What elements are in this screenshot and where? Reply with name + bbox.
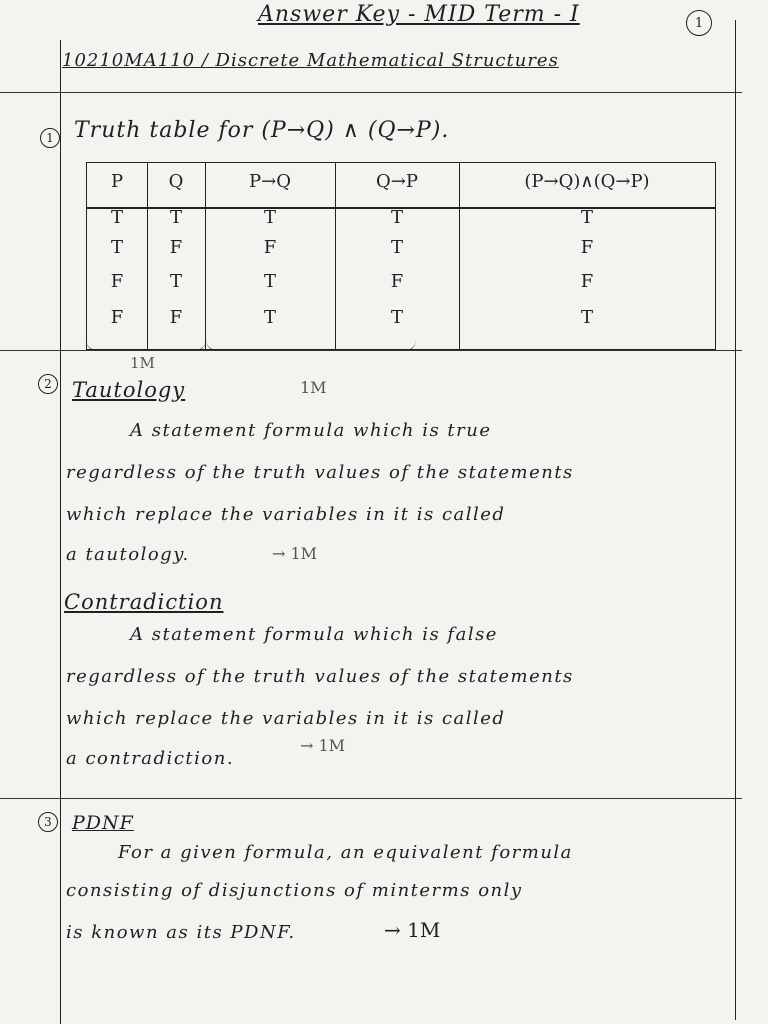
table-cell: T (390, 307, 403, 328)
tautology-line-2: regardless of the truth values of the statements (66, 462, 574, 483)
truth-table (86, 162, 716, 350)
page-number: 1 (686, 10, 712, 36)
table-cell: F (580, 271, 594, 292)
table-cell: T (169, 207, 182, 228)
tautology-mark: → 1M (272, 544, 318, 563)
table-cell: T (263, 307, 276, 328)
tautology-heading: Tautology (72, 378, 186, 402)
pdnf-line-2: consisting of disjunctions of minterms only (66, 880, 523, 901)
tautology-line-4: a tautology. (66, 544, 190, 565)
mark-1m-right: 1M (300, 378, 327, 397)
contradiction-line-1: A statement formula which is false (130, 624, 498, 645)
table-header-cell: Q (168, 171, 184, 192)
contradiction-heading: Contradiction (64, 590, 224, 614)
table-cell: F (580, 237, 594, 258)
left-margin-line (60, 40, 61, 1024)
question-1-number: 1 (40, 128, 60, 148)
mark-1m-left: 1M (130, 354, 155, 372)
pdnf-heading: PDNF (72, 812, 134, 834)
q2-divider (0, 798, 742, 799)
right-margin-line (735, 20, 736, 1020)
table-cell: F (390, 271, 404, 292)
q1-divider (0, 350, 742, 351)
table-cell: T (169, 271, 182, 292)
table-cell: F (169, 307, 183, 328)
tautology-line-3: which replace the variables in it is called (66, 504, 506, 525)
contradiction-line-3: which replace the variables in it is called (66, 708, 506, 729)
pdnf-line-3: is known as its PDNF. (66, 922, 296, 943)
header-divider (0, 92, 742, 93)
table-header-cell: (P→Q)∧(Q→P) (524, 171, 650, 192)
contradiction-mark: → 1M (300, 736, 346, 755)
question-1-title: Truth table for (P→Q) ∧ (Q→P). (74, 118, 450, 143)
table-header-cell: P→Q (249, 171, 291, 192)
table-cell: F (110, 271, 124, 292)
table-header-cell: Q→P (376, 171, 418, 192)
table-cell: T (263, 207, 276, 228)
table-cell: F (169, 237, 183, 258)
table-cell: F (110, 307, 124, 328)
table-cell: T (110, 207, 123, 228)
pdnf-line-1: For a given formula, an equivalent formula (118, 842, 573, 863)
header-title: Answer Key - MID Term - I (258, 2, 580, 27)
table-header-cell: P (110, 171, 124, 192)
table-cell: T (263, 271, 276, 292)
question-2-number: 2 (38, 374, 58, 394)
table-cell: T (390, 207, 403, 228)
pdnf-mark: → 1M (384, 918, 441, 942)
course-title: 10210MA110 / Discrete Mathematical Structures (62, 50, 559, 71)
table-cell: T (580, 307, 593, 328)
table-cell: T (580, 207, 593, 228)
table-cell: F (263, 237, 277, 258)
contradiction-line-2: regardless of the truth values of the statements (66, 666, 574, 687)
tautology-line-1: A statement formula which is true (130, 420, 492, 441)
contradiction-line-4: a contradiction. (66, 748, 235, 769)
question-3-number: 3 (38, 812, 58, 832)
table-cell: T (390, 237, 403, 258)
table-cell: T (110, 237, 123, 258)
